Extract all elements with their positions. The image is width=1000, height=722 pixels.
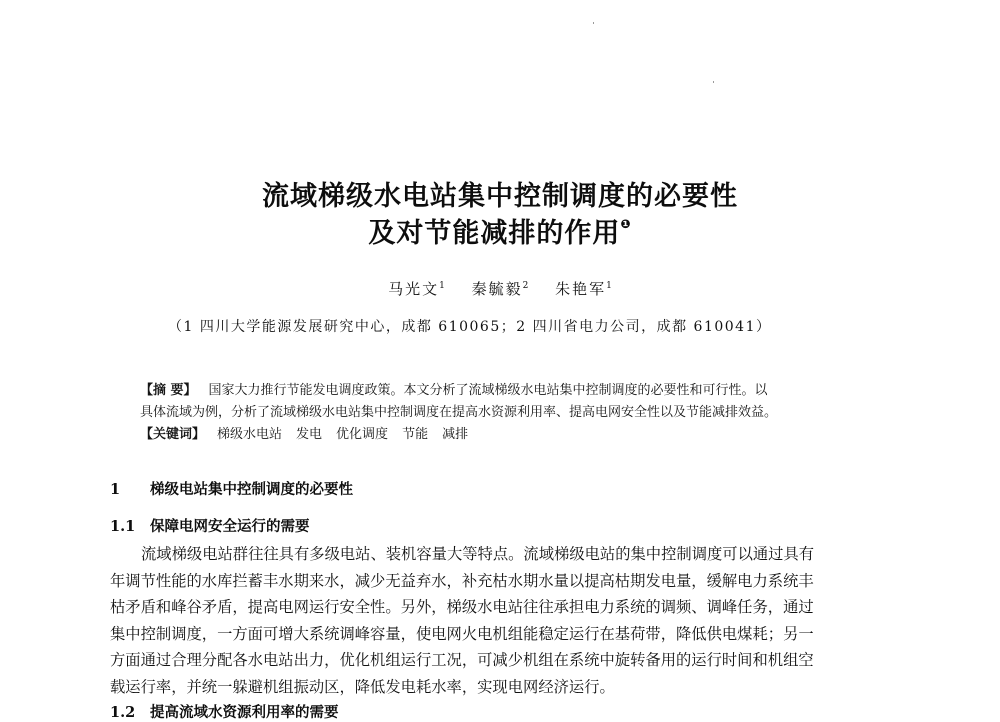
abstract-text: 国家大力推行节能发电调度政策。本文分析了流域梯级水电站集中控制调度的必要性和可行性。以 [208,383,768,398]
body-line: 载运行率，并统一躲避机组振动区，降低发电耗水率，实现电网经济运行。 [110,677,615,696]
keywords-label: 【关键词】 [140,427,206,442]
author-name: 朱艳军 [555,280,607,298]
paper-title-line-2-text: 及对节能减排的作用 [368,218,621,249]
author-list [0,278,1000,299]
author-affiliation-mark: 1 [439,281,445,291]
keyword: 梯级水电站 [217,427,283,442]
scan-speck [713,81,714,83]
keyword: 发电 [296,427,323,442]
keyword: 节能 [402,427,429,442]
subsection-title: 保障电网安全运行的需要 [150,519,310,535]
body-paragraph [110,541,905,701]
section-number: 1 [110,481,121,498]
paper-title-line-2 [0,211,1000,250]
subsection-heading-1-2 [110,701,339,722]
body-line: 年调节性能的水库拦蓄丰水期来水，减少无益弃水，补充枯水期水量以提高枯期发电量，缓解电力系统丰 [110,571,814,590]
scan-speck [593,22,594,24]
body-line: 方面通过合理分配各水电站出力，优化机组运行工况，可减少机组在系统中旋转备用的运行时间和机组空 [110,651,814,670]
affiliation-line: （1 四川大学能源发展研究中心，成都 610065；2 四川省电力公司，成都 610041） [168,319,772,335]
author-name: 秦毓毅 [471,280,523,298]
subsection-heading-1-1 [110,515,310,536]
section-title: 梯级电站集中控制调度的必要性 [150,482,353,498]
abstract-line [140,380,900,402]
author-name: 马光文 [388,280,440,298]
section-heading-1 [110,478,353,499]
author-affiliation-mark: 2 [522,281,529,291]
subsection-number: 1.1 [110,518,136,535]
keyword: 优化调度 [336,427,389,442]
keywords-line [140,424,900,446]
abstract-line: 具体流域为例，分析了流域梯级水电站集中控制调度在提高水资源利用率、提高电网安全性以及节能减排效益。 [140,405,778,420]
body-line: 集中控制调度，一方面可增大系统调峰容量，使电网火电机组能稳定运行在基荷带，降低供电煤耗；另一 [110,624,814,643]
subsection-title: 提高流域水资源利用率的需要 [150,705,339,721]
abstract-label: 【摘 要】 [140,383,197,398]
paper-title-line-1: 流域梯级水电站集中控制调度的必要性 [262,181,738,212]
subsection-number: 1.2 [110,704,136,721]
author [555,280,612,298]
body-line: 枯矛盾和峰谷矛盾，提高电网运行安全性。另外，梯级水电站往往承担电力系统的调频、调峰任务，通过 [110,598,814,617]
author [388,280,445,298]
footnote-mark-icon: ❶ [620,217,632,231]
author [472,280,529,298]
abstract-block [140,380,900,446]
body-line: 流域梯级电站群往往具有多级电站、装机容量大等特点。流域梯级电站的集中控制调度可以通过具有 [141,545,815,563]
author-affiliation-mark: 1 [606,281,612,291]
keyword: 减排 [442,427,469,442]
